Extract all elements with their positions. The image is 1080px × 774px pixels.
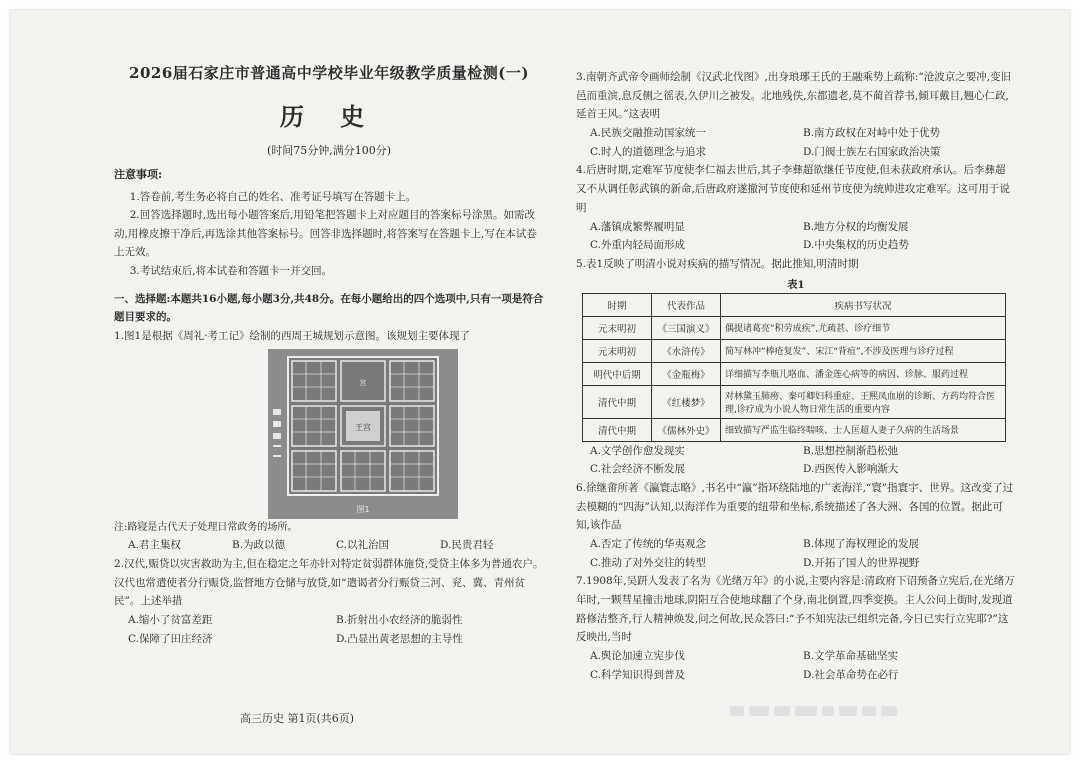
- cell-description: 详细描写李瓶儿咯血、潘金莲心病等的病因、诊脉、服药过程: [721, 362, 1006, 385]
- exam-title: 2026届石家庄市普通高中学校毕业年级教学质量检测(一): [129, 64, 529, 82]
- option-c: C.推动了对外交往的转型: [590, 556, 706, 569]
- option-b: B.体现了海权理论的发展: [803, 538, 920, 550]
- option-d: D.凸显出黄老思想的主导性: [336, 632, 463, 645]
- option-c: C.外重内轻局面形成: [590, 239, 685, 252]
- option-d: D.门阀士族左右国家政治决策: [803, 145, 941, 158]
- table-row: [583, 418, 1006, 441]
- question-1-stem: 1.图1是根据《周礼·考工记》绘制的西周王城规划示意图。该规划主要体现了: [114, 329, 471, 342]
- figure-1-city-plan: [268, 349, 458, 519]
- option-c: C.社会经济不断发展: [590, 463, 685, 476]
- question-5-stem: 5.表1反映了明清小说对疾病的描写情况。据此推知,明清时期: [576, 257, 859, 270]
- exam-page: [10, 10, 1070, 754]
- cell-period: 明代中后期: [583, 362, 652, 385]
- question-2-options: [114, 611, 544, 648]
- question-4-stem: 4.后唐时期,定难军节度使李仁福去世后,其子李彝超欲继任节度使,但未获政府承认。后李彝超又不从调任彰武镇的新命,后唐政府遂撤河节度使和延州节度使为统帅进攻定难军。这可用于说明: [576, 164, 1010, 214]
- option-a: A.藩镇成繁弊履明显: [590, 220, 685, 233]
- table-row: [583, 385, 1006, 418]
- question-6-options: [576, 535, 1016, 572]
- figure-caption: 图1: [356, 505, 370, 515]
- left-column: [114, 62, 544, 648]
- table-row: [583, 316, 1006, 339]
- cell-description: 细致描写严监生临终喘咳、士人匡超人妻子久病的生活场景: [721, 418, 1006, 441]
- question-6-stem: 6.徐继畬所著《瀛寰志略》,书名中“瀛”指环绕陆地的广袤海洋,“寰”指寰宇、世界。这改变了过去模糊的“四海”认知,以海洋作为重要的纽带和坐标,系统描述了各大洲、各国的位置。据此可知,该作品: [576, 481, 1014, 532]
- cell-description: 对林黛玉肺痨、秦可卿妇科重症、王熙凤血崩的诊断、方药均符合医理,诊疗成为小说人物日常生活的重要内容: [721, 385, 1006, 418]
- cell-period: 元末明初: [583, 316, 652, 339]
- watermark-blur: [730, 706, 930, 722]
- city-plan-diagram: [268, 349, 458, 519]
- cell-work: 《三国演义》: [652, 316, 721, 339]
- question-1-note: 注:路寝是古代天子处理日常政务的场所。: [114, 522, 298, 534]
- option-d: D.社会革命势在必行: [803, 668, 899, 681]
- question-3-options: [576, 124, 1016, 161]
- table-1-title: 表1: [787, 279, 805, 291]
- note-item: 3.考试结束后,将本试卷和答题卡一并交回。: [129, 264, 333, 277]
- question-1-options: [114, 536, 544, 555]
- cell-work: 《金瓶梅》: [652, 362, 721, 385]
- option-a: A.君主集权: [128, 539, 181, 552]
- subject-title: 历 史: [279, 102, 379, 131]
- right-column: [576, 68, 1016, 685]
- option-b: B.南方政权在对峙中处于优势: [803, 127, 941, 140]
- note-item: 2.回答选择题时,选出每小题答案后,用铅笔把答题卡上对应题目的答案标号涂黑。如需改动,用橡皮擦干净后,再选涂其他答案标号。回答非选择题时,将答案写在答题卡上,写在本试卷上无效。: [114, 209, 537, 259]
- section-heading: 一、选择题:本题共16小题,每小题3分,共48分。在每小题给出的四个选项中,只有一项是符合题目要求的。: [114, 292, 544, 324]
- cell-work: 《水浒传》: [652, 339, 721, 362]
- table-header: 代表作品: [652, 293, 721, 316]
- notes-heading: 注意事项:: [114, 168, 163, 181]
- exam-time: (时间75分钟,满分100分): [266, 144, 392, 157]
- cell-period: 清代中期: [583, 418, 652, 441]
- option-c: C.以礼治国: [336, 539, 389, 552]
- table-row: [583, 339, 1006, 362]
- question-3-stem: 3.南朝齐武帝令画师绘制《汉武北伐图》,出身琅琊王氏的王融乘势上疏称:“沧波京之要冲,变旧邑而重滨,息反侧之徭表,久伊川之被发。北地残佚,东都遗老,莫不蔺首荐书,倾耳戴目,翘心仁政,延首王风。”这表明: [576, 71, 1012, 121]
- question-7-stem: 7.1908年,吴趼人发表了名为《光绪万年》的小说,主要内容是:清政府下诏预备立宪后,在光绪万年时,一颗彗星撞击地球,阴阳互合使地球翻了个身,南北倒置,四季变换。主人公问上街时,发现道路修洁整齐,行人精神焕发,问之何故,民众答曰:“予不知宪法已组织完备,今日已实行立宪耶?”这反映出,当时: [576, 575, 1015, 644]
- question-4-options: [576, 218, 1016, 255]
- option-d: D.民贵君轻: [440, 539, 494, 552]
- option-a: A.否定了传统的华夷观念: [590, 538, 706, 550]
- option-d: D.开拓了国人的世界视野: [803, 556, 920, 569]
- option-b: B.为政以德: [232, 539, 286, 552]
- option-c: C.保障了田庄经济: [128, 632, 213, 645]
- cell-description: 简写林冲“棒疮复发”、宋江“背疽”,不涉及医理与诊疗过程: [721, 339, 1006, 362]
- option-b: B.文学革命基础坚实: [803, 650, 899, 663]
- question-5-options: [576, 442, 1016, 479]
- table-1: [582, 293, 1006, 442]
- option-a: A.舆论加速立宪步伐: [590, 650, 685, 663]
- option-c: C.时人的道德理念与追求: [590, 145, 706, 158]
- table-row: [583, 362, 1006, 385]
- question-2-stem: 2.汉代,赈贷以灾害救助为主,但在稳定之年亦针对特定贫弱群体施贷,受贷主体多为普通农户。汉代也常遣使者分行赈贷,监督地方仓储与放贷,如“遣谒者分行赈贷三河、兖、冀、青州贫民”。上述举措: [114, 558, 544, 608]
- note-item: 1.答卷前,考生务必将自己的姓名、准考证号填写在答题卡上。: [129, 191, 417, 203]
- option-d: D.西医传入影响渐大: [803, 463, 899, 476]
- palace-label: 王宫: [355, 423, 371, 433]
- option-a: A.缩小了贫富差距: [128, 614, 213, 627]
- cell-work: 《红楼梦》: [652, 385, 721, 418]
- table-header: 时期: [583, 293, 652, 316]
- option-a: A.民族交融推动国家统一: [590, 127, 706, 140]
- cell-period: 清代中期: [583, 385, 652, 418]
- question-7-options: [576, 647, 1016, 684]
- page-footer: 高三历史 第1页(共6页): [240, 712, 355, 725]
- cell-period: 元末明初: [583, 339, 652, 362]
- cell-description: 偶提诸葛亮“积劳成疾”,尤疏甚、诊疗细节: [721, 316, 1006, 339]
- option-c: C.科学知识得到普及: [590, 668, 685, 681]
- table-header: 疾病书写状况: [721, 293, 1006, 316]
- table-header-row: [583, 293, 1006, 316]
- cell-work: 《儒林外史》: [652, 418, 721, 441]
- option-b: B.思想控制渐趋松弛: [803, 444, 899, 457]
- option-d: D.中央集权的历史趋势: [803, 239, 909, 252]
- north-label: 宫: [359, 379, 367, 388]
- option-b: B.折射出小农经济的脆弱性: [336, 614, 463, 627]
- option-b: B.地方分权的均衡发展: [803, 220, 909, 233]
- option-a: A.文学创作愈发现实: [590, 444, 685, 457]
